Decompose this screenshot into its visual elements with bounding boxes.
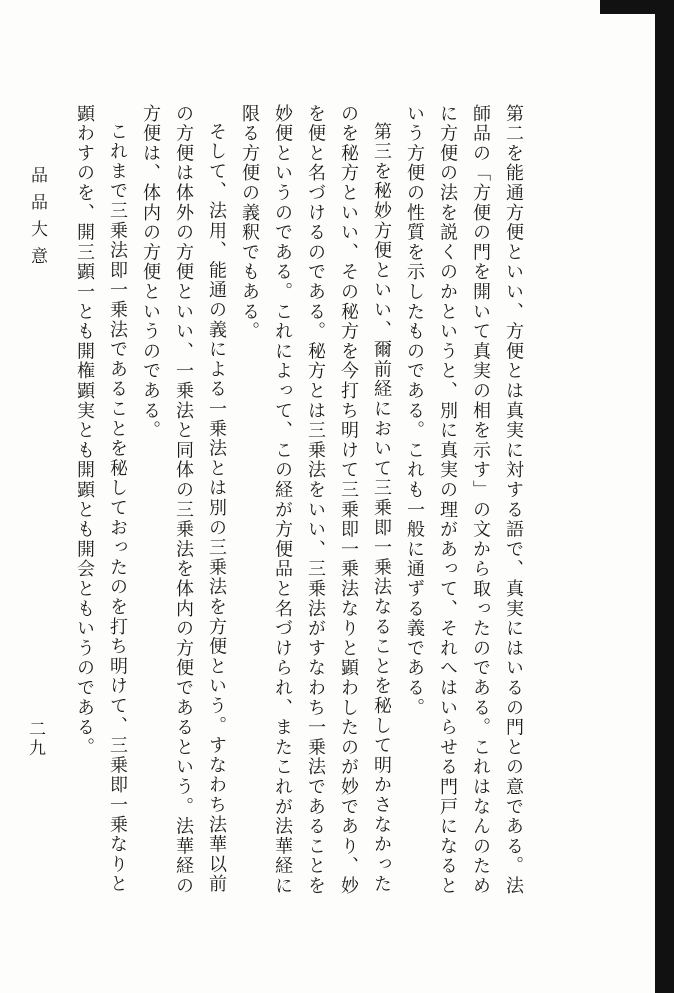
- scan-corner-shadow: [600, 0, 674, 14]
- running-head: 品品大意: [27, 166, 47, 274]
- paragraph-4: これまで三乗法即一乗法であることを秘しておったのを打ち明けて、三乗即一乗なりと顕わすのを、開三顕一とも開権顕実とも開顕とも開会ともいうのである。: [74, 104, 128, 895]
- paragraph-3: そして、法用、能通の義による一乗法とは別の三乗法を方便という。すなわち法華以前の方便は体外の方便といい、一乗法と同体の三乗法を体内の方便であるという。法華経の方便は、体内の方便というのである。: [140, 104, 227, 896]
- body-text: [74, 104, 530, 904]
- paragraph-1: 第二を能通方便といい、方便とは真実に対する語で、真実にはいるの門との意である。法師品の「方便の門を開いて真実の相を示す」の文から取ったのである。これはなんのために方便の法を説くのかというと、別に真実の理があって、それへはいらせる門戸になるという方便の性質を示したものである。これも一般に通ずる義である。: [404, 104, 524, 896]
- page-number: 二九: [25, 720, 45, 758]
- scan-edge-shadow: [655, 0, 674, 993]
- paragraph-2: 第三を秘妙方便といい、爾前経において三乗即一乗法なることを秘して明かさなかったのを秘方といい、その秘方を今打ち明けて三乗即一乗法なりと顕わしたのが妙であり、妙を便と名づけるのである。秘方とは三乗法をいい、三乗法がすなわち一乗法であることを妙便というのである。これによって、この経が方便品と名づけられ、またこれが法華経に限る方便の義釈でもある。: [239, 104, 392, 896]
